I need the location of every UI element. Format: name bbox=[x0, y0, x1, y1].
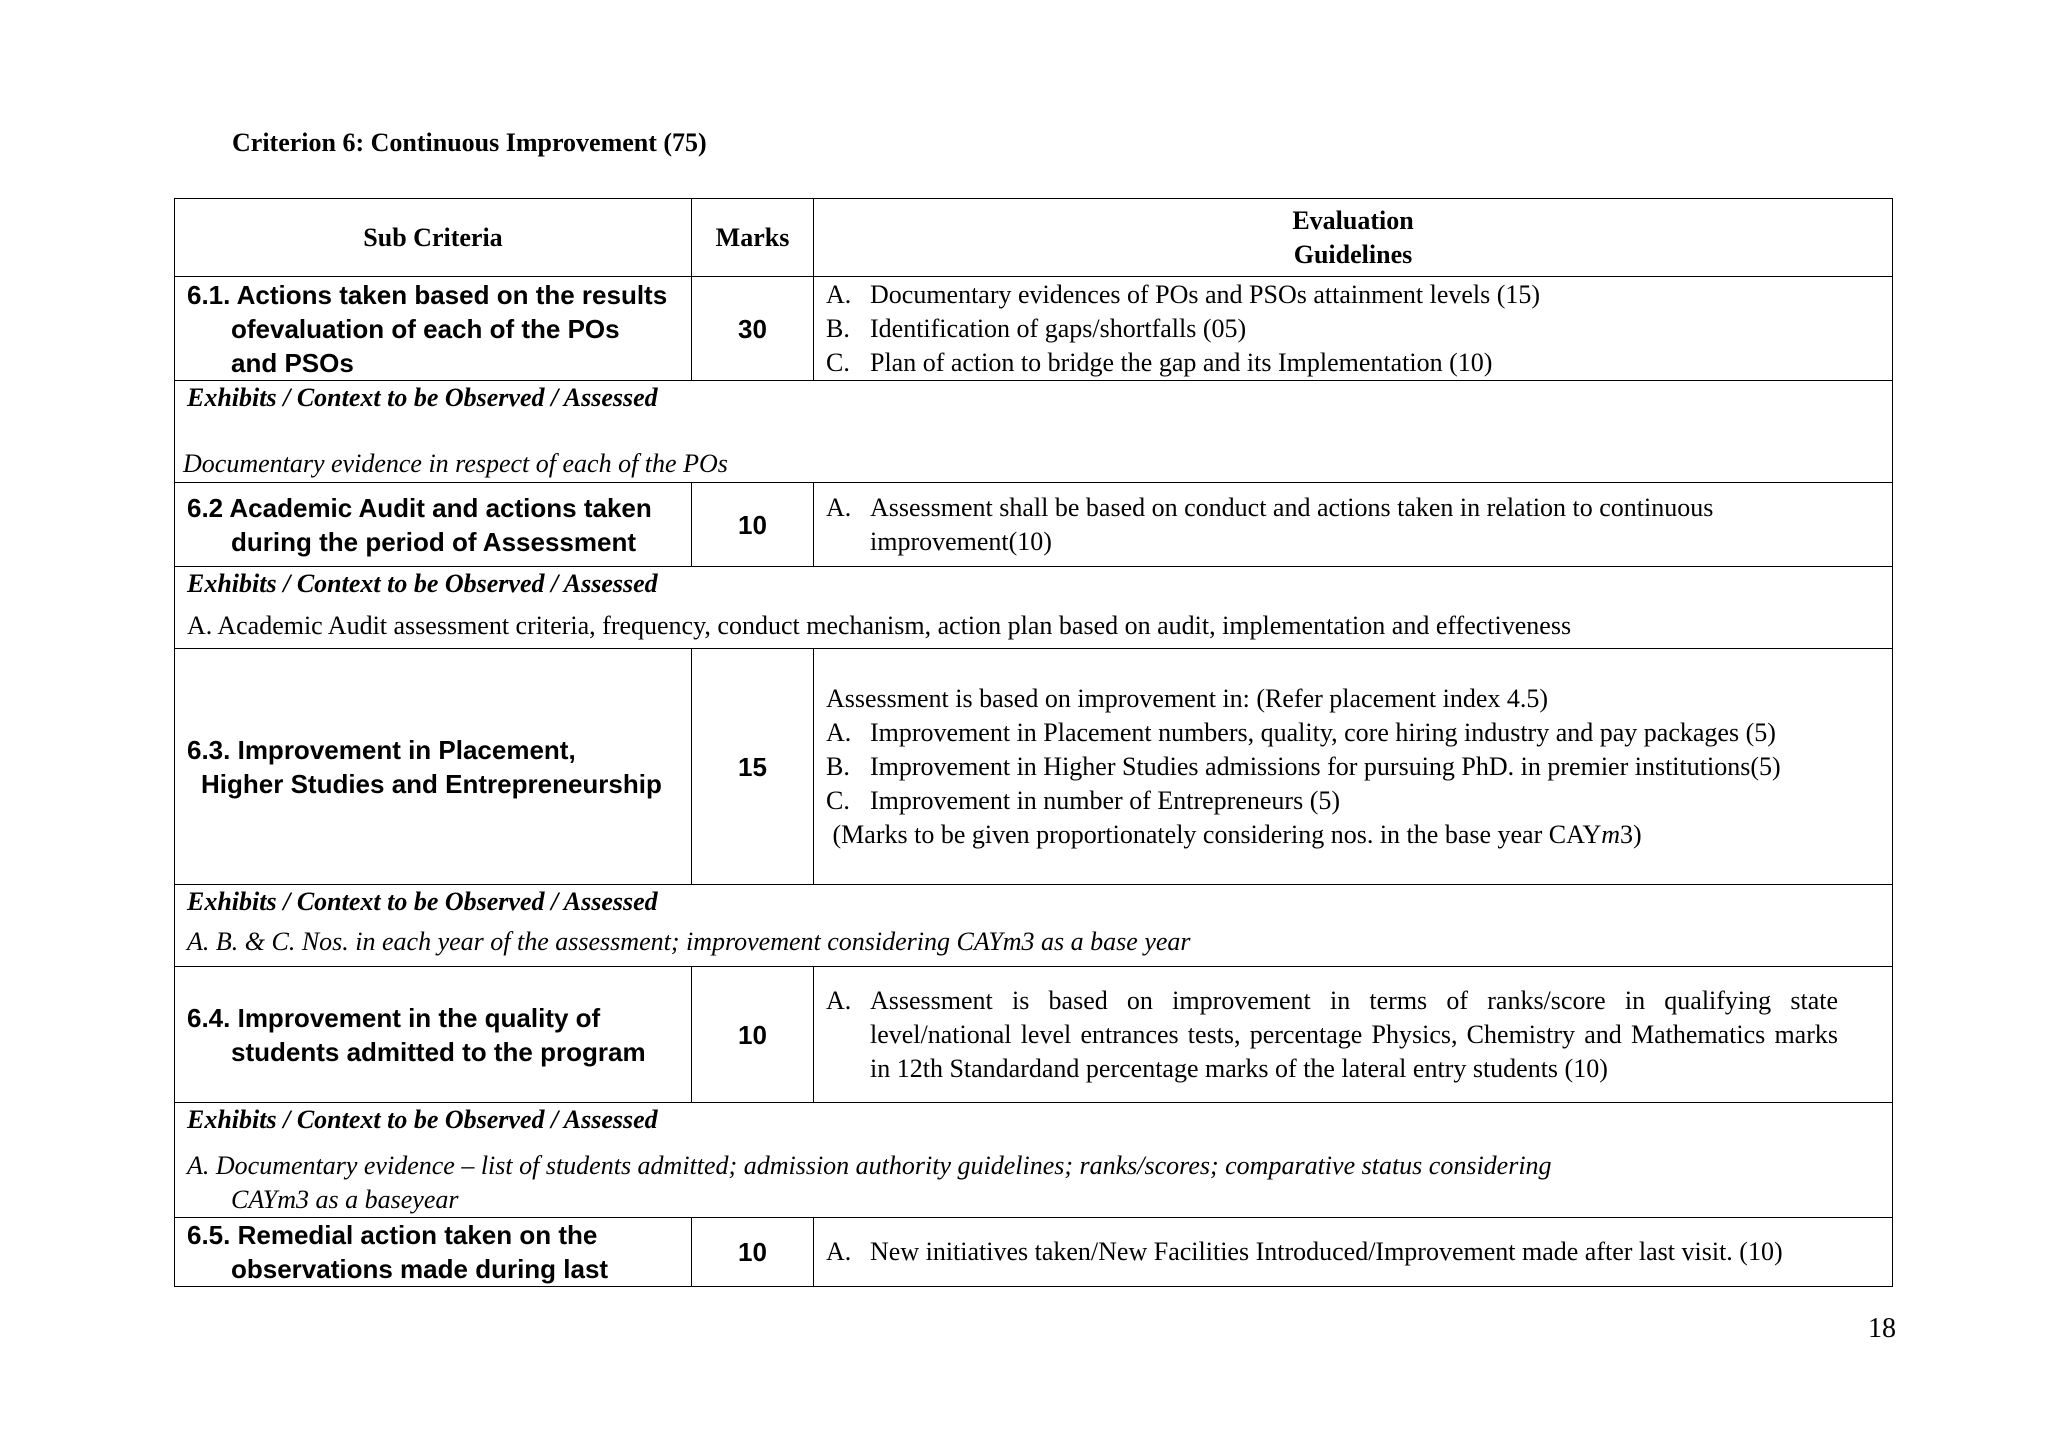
sub-criteria-cell bbox=[175, 649, 692, 885]
guidelines-cell bbox=[814, 1218, 1893, 1287]
guideline-item bbox=[826, 784, 1880, 818]
page-number: 18 bbox=[1868, 1313, 1896, 1344]
note-italic: m bbox=[1601, 819, 1621, 849]
guideline-text: Identification of gaps/shortfalls (05) bbox=[870, 313, 1247, 343]
guideline-label: A. bbox=[826, 985, 852, 1015]
guideline-item bbox=[826, 1235, 1880, 1269]
guideline-item bbox=[826, 491, 1880, 559]
sub-line: 6.2 Academic Audit and actions taken bbox=[187, 492, 652, 523]
guideline-item bbox=[826, 716, 1880, 750]
sub-line: 6.4. Improvement in the quality of bbox=[187, 1002, 601, 1033]
exhibit-row-6-2 bbox=[175, 567, 1893, 649]
exhibit-row-6-1 bbox=[175, 381, 1893, 483]
note-text-end: 3) bbox=[1620, 819, 1642, 849]
guideline-label: C. bbox=[826, 785, 850, 815]
guideline-label: A. bbox=[826, 279, 852, 309]
exhibit-body: Documentary evidence in respect of each of the POs bbox=[183, 449, 728, 478]
guideline-text: Improvement in Higher Studies admissions for pursuing PhD. in premier institutions(5) bbox=[870, 751, 1781, 781]
exhibit-cell bbox=[175, 885, 1893, 967]
guideline-label: B. bbox=[826, 751, 850, 781]
guideline-item bbox=[826, 312, 1880, 346]
guidelines-cell bbox=[814, 277, 1893, 381]
marks-cell: 10 bbox=[692, 483, 814, 567]
note-text: (Marks to be given proportionately considering nos. in the base year CAY bbox=[826, 819, 1602, 849]
table-header-row bbox=[175, 199, 1893, 277]
criterion-row-6-3 bbox=[175, 649, 1893, 885]
guideline-item bbox=[826, 278, 1880, 312]
exhibit-heading: Exhibits / Context to be Observed / Assessed bbox=[187, 887, 658, 916]
criterion-row-6-4 bbox=[175, 967, 1893, 1103]
exhibit-body-line2: CAYm3 as a baseyear bbox=[231, 1185, 459, 1214]
sub-line: 6.3. Improvement in Placement, bbox=[187, 734, 576, 765]
guideline-item bbox=[826, 346, 1880, 380]
sub-line: students admitted to the program bbox=[231, 1036, 646, 1067]
guideline-text: Assessment is based on improvement in terms of ranks/score in qualifying state level/national level entrances tests, percentage Physics, Chemistry and Mathematics marks in 12th Standardand percentage marks of the lateral entry students (10) bbox=[870, 985, 1838, 1083]
exhibit-body-line1: A. Documentary evidence – list of students admitted; admission authority guidelines; ranks/scores; comparative status considering bbox=[187, 1151, 1552, 1180]
exhibit-cell bbox=[175, 567, 1893, 649]
header-evaluation bbox=[814, 199, 1893, 277]
sub-line: 6.5. Remedial action taken on the bbox=[187, 1220, 598, 1250]
sub-line: ofevaluation of each of the POs bbox=[231, 313, 620, 344]
guideline-label: A. bbox=[826, 1237, 852, 1266]
marks-cell: 30 bbox=[692, 277, 814, 381]
guideline-item bbox=[826, 984, 1838, 1086]
exhibit-cell bbox=[175, 381, 1893, 483]
guideline-label: A. bbox=[826, 717, 852, 747]
sub-criteria-cell bbox=[175, 277, 692, 381]
page-title: Criterion 6: Continuous Improvement (75) bbox=[232, 128, 707, 157]
guideline-intro: Assessment is based on improvement in: (Refer placement index 4.5) bbox=[826, 683, 1549, 713]
sub-line: Higher Studies and Entrepreneurship bbox=[201, 768, 662, 799]
header-evaluation-line1: Evaluation bbox=[1292, 205, 1414, 235]
exhibit-heading: Exhibits / Context to be Observed / Assessed bbox=[187, 1105, 658, 1134]
guideline-text: Plan of action to bridge the gap and its Implementation (10) bbox=[870, 347, 1493, 377]
sub-line: and PSOs bbox=[231, 347, 354, 378]
sub-criteria-cell bbox=[175, 1218, 692, 1287]
sub-criteria-cell bbox=[175, 967, 692, 1103]
exhibit-row-6-4 bbox=[175, 1103, 1893, 1218]
guideline-text: Documentary evidences of POs and PSOs attainment levels (15) bbox=[870, 279, 1541, 309]
header-evaluation-line2: Guidelines bbox=[1293, 239, 1413, 269]
exhibit-body: A. Academic Audit assessment criteria, frequency, conduct mechanism, action plan based on audit, implementation and effectiveness bbox=[187, 611, 1572, 640]
exhibit-heading: Exhibits / Context to be Observed / Assessed bbox=[187, 569, 658, 598]
criteria-table bbox=[174, 198, 1893, 1287]
guidelines-cell bbox=[814, 483, 1893, 567]
guideline-text: Improvement in Placement numbers, quality, core hiring industry and pay packages (5) bbox=[870, 717, 1776, 747]
header-marks: Marks bbox=[692, 199, 814, 277]
sub-line: during the period of Assessment bbox=[231, 526, 636, 557]
criterion-row-6-5 bbox=[175, 1218, 1893, 1287]
exhibit-body: A. B. & C. Nos. in each year of the assessment; improvement considering CAYm3 as a base year bbox=[187, 927, 1191, 956]
guideline-label: A. bbox=[826, 492, 852, 522]
sub-criteria-cell bbox=[175, 483, 692, 567]
guidelines-cell bbox=[814, 967, 1893, 1103]
marks-cell: 10 bbox=[692, 1218, 814, 1287]
exhibit-heading: Exhibits / Context to be Observed / Assessed bbox=[187, 383, 658, 412]
exhibit-cell bbox=[175, 1103, 1893, 1218]
guideline-label: B. bbox=[826, 313, 850, 343]
guideline-label: C. bbox=[826, 347, 850, 377]
criterion-row-6-2 bbox=[175, 483, 1893, 567]
guideline-text: Improvement in number of Entrepreneurs (5) bbox=[870, 785, 1341, 815]
header-sub-criteria: Sub Criteria bbox=[175, 199, 692, 277]
guideline-text: New initiatives taken/New Facilities Introduced/Improvement made after last visit. (10) bbox=[870, 1237, 1783, 1266]
guidelines-cell bbox=[814, 649, 1893, 885]
marks-cell: 10 bbox=[692, 967, 814, 1103]
marks-cell: 15 bbox=[692, 649, 814, 885]
exhibit-row-6-3 bbox=[175, 885, 1893, 967]
sub-line: 6.1. Actions taken based on the results bbox=[187, 279, 668, 310]
guideline-text: Assessment shall be based on conduct and actions taken in relation to continuous improvement(10) bbox=[870, 492, 1714, 556]
criterion-row-6-1 bbox=[175, 277, 1893, 381]
guideline-item bbox=[826, 750, 1880, 784]
guideline-note bbox=[826, 818, 1880, 852]
sub-line: observations made during last bbox=[231, 1254, 609, 1284]
